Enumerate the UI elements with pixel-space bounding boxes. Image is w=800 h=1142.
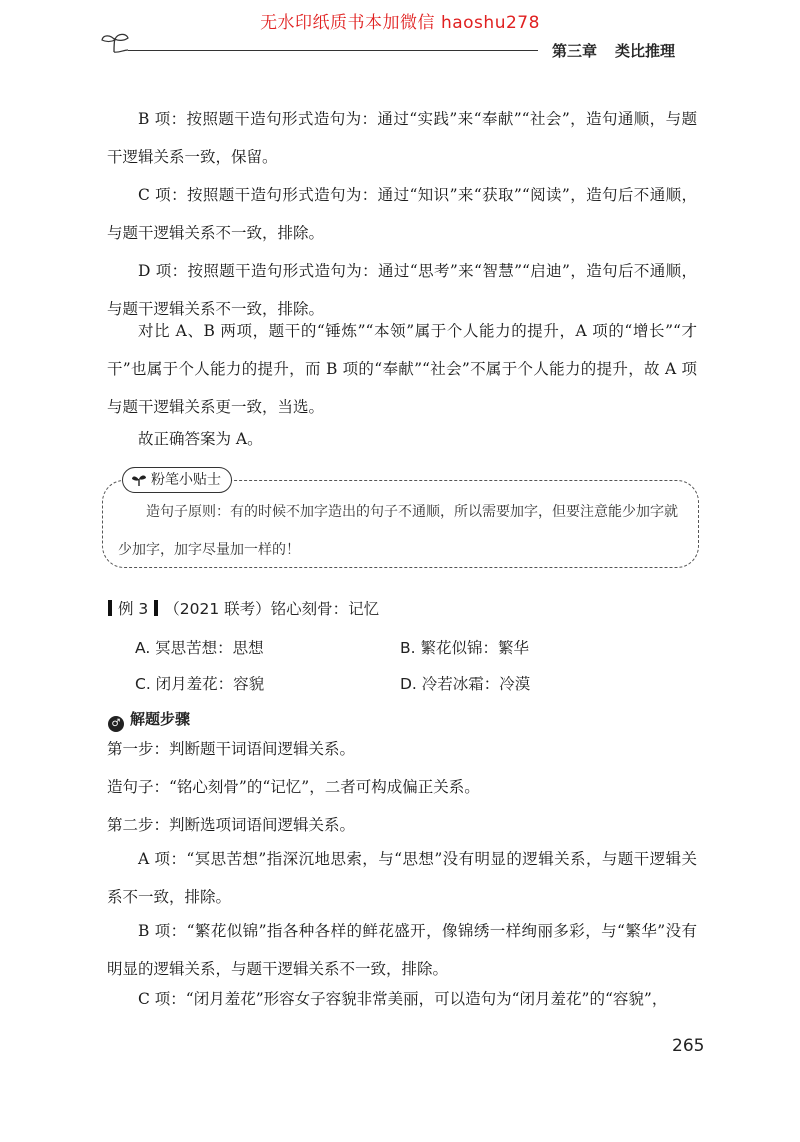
paragraph-comparison: 对比 A、B 两项，题干的“锤炼”“本领”属于个人能力的提升，A 项的“增长”“才干”也属于个人能力的提升，而 B 项的“奉献”“社会”不属于个人能力的提升，故 A 项与题干逻辑关系更一致，当选。 (107, 322, 697, 416)
leaf-icon (131, 472, 147, 488)
example-heading (108, 597, 379, 619)
step-line-2: 造句子：“铭心刻骨”的“记忆”，二者可构成偏正关系。 (107, 778, 480, 796)
tip-label-text: 粉笔小贴士 (151, 472, 221, 488)
header-rule (128, 50, 538, 51)
steps-heading (108, 708, 190, 732)
page-number: 265 (672, 1036, 705, 1056)
steps-title: 解题步骤 (130, 710, 191, 728)
bar-marker-left (108, 600, 112, 616)
step-option-a: A 项：“冥思苦想”指深沉地思索，与“思想”没有明显的逻辑关系，与题干逻辑关系不一致，排除。 (107, 850, 697, 906)
chapter-header (552, 40, 693, 61)
step-line-3: 第二步：判断选项词语间逻辑关系。 (107, 816, 356, 834)
paragraph-answer: 故正确答案为 A。 (138, 430, 263, 448)
tip-text: 造句子原则：有的时候不加字造出的句子不通顺，所以需要加字，但要注意能少加字就少加字，加字尽量加一样的！ (118, 504, 678, 558)
steps-icon: ♂ (108, 716, 124, 732)
example-stem: 铭心刻骨：记忆 (270, 600, 380, 618)
watermark-text: 无水印纸质书本加微信 haoshu278 (260, 13, 540, 33)
step-option-b: B 项：“繁花似锦”指各种各样的鲜花盛开，像锦绣一样绚丽多彩，与“繁华”没有明显的逻辑关系，与题干逻辑关系不一致，排除。 (107, 922, 697, 978)
example-source: （2021 联考） (164, 600, 271, 618)
sprout-icon (100, 32, 130, 54)
paragraph-option-d: D 项：按照题干造句形式造句为：通过“思考”来“智慧”“启迪”，造句后不通顺，与题干逻辑关系不一致，排除。 (107, 262, 697, 318)
option-d: D. 冷若冰霜：冷漠 (400, 675, 531, 693)
option-b: B. 繁花似锦：繁华 (400, 639, 529, 657)
tip-label (122, 467, 232, 493)
step-line-1: 第一步：判断题干词语间逻辑关系。 (107, 740, 356, 758)
bar-marker-right (154, 600, 158, 616)
paragraph-option-c: C 项：按照题干造句形式造句为：通过“知识”来“获取”“阅读”，造句后不通顺，与题干逻辑关系不一致，排除。 (107, 186, 697, 242)
chapter-title: 类比推理 (615, 42, 676, 60)
option-c: C. 闭月羞花：容貌 (135, 675, 265, 693)
example-label: 例 3 (118, 600, 149, 618)
chapter-number: 第三章 (552, 42, 598, 60)
option-a: A. 冥思苦想：思想 (135, 639, 264, 657)
step-option-c: C 项：“闭月羞花”形容女子容貌非常美丽，可以造句为“闭月羞花”的“容貌”， (138, 990, 668, 1008)
paragraph-option-b: B 项：按照题干造句形式造句为：通过“实践”来“奉献”“社会”，造句通顺，与题干逻辑关系一致，保留。 (107, 110, 697, 166)
